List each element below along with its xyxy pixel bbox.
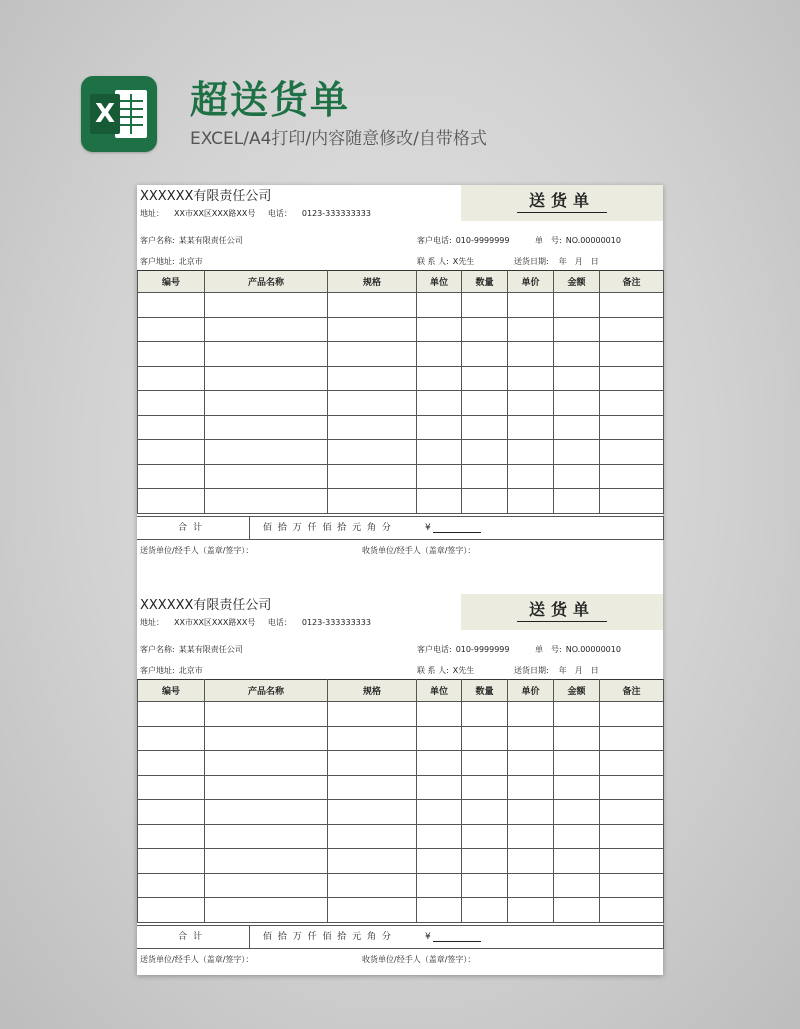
currency-symbol: ¥	[425, 523, 431, 533]
column-header: 金额	[554, 271, 600, 293]
column-header: 产品名称	[205, 271, 328, 293]
column-header: 备注	[600, 271, 664, 293]
column-header: 编号	[138, 271, 205, 293]
order-no-label: 单 号:	[535, 236, 562, 245]
customer-phone-value: 010-9999999	[455, 236, 510, 245]
table-row	[138, 391, 664, 416]
column-header: 产品名称	[205, 680, 328, 702]
excel-x-letter: X	[90, 94, 120, 134]
customer-address-field	[140, 256, 203, 267]
customer-phone-label: 客户电话:	[417, 645, 452, 654]
table-row	[138, 702, 664, 727]
column-header: 规格	[328, 271, 417, 293]
customer-address-value: 北京市	[178, 666, 203, 675]
table-row	[138, 800, 664, 825]
customer-name-field	[140, 235, 243, 246]
customer-name-field	[140, 644, 243, 655]
customer-name-label: 客户名称:	[140, 236, 175, 245]
doc-title-box	[461, 185, 663, 221]
table-row	[138, 726, 664, 751]
customer-name-value: 某某有限责任公司	[178, 236, 243, 245]
customer-address-label: 客户地址:	[140, 666, 175, 675]
column-header: 单位	[417, 680, 462, 702]
page-title: 超送货单	[190, 78, 351, 122]
company-name: XXXXXX有限责任公司	[140, 598, 272, 613]
table-row	[138, 366, 664, 391]
currency-symbol: ¥	[425, 932, 431, 942]
table-row	[138, 440, 664, 465]
order-no-label: 单 号:	[535, 645, 562, 654]
table-row	[138, 342, 664, 367]
order-no-value: NO.00000010	[565, 645, 621, 654]
column-header: 备注	[600, 680, 664, 702]
table-row	[138, 751, 664, 776]
total-label: 合计	[137, 517, 250, 539]
phone-value: 0123-333333333	[301, 209, 371, 218]
document-paper	[137, 185, 663, 975]
table-header-row	[138, 271, 664, 293]
total-row	[137, 925, 664, 949]
doc-title-box	[461, 594, 663, 630]
column-header: 单位	[417, 271, 462, 293]
column-header: 单价	[508, 271, 554, 293]
items-table	[137, 270, 664, 514]
contact-field	[417, 256, 474, 267]
customer-phone-field	[417, 644, 510, 655]
table-row	[138, 873, 664, 898]
total-label: 合计	[137, 926, 250, 948]
amount-blank-line	[433, 941, 481, 942]
receiver-signature: 收货单位/经手人（盖章/签字）：	[362, 546, 476, 555]
table-row	[138, 489, 664, 514]
table-row	[138, 849, 664, 874]
delivery-slip	[137, 185, 663, 565]
table-row	[138, 775, 664, 800]
customer-phone-label: 客户电话:	[417, 236, 452, 245]
page-header	[0, 0, 800, 175]
doc-title: 送货单	[517, 190, 607, 213]
table-row	[138, 293, 664, 318]
sender-signature: 送货单位/经手人（盖章/签字）：	[140, 955, 254, 964]
order-no-field	[535, 235, 621, 246]
column-header: 金额	[554, 680, 600, 702]
customer-phone-value: 010-9999999	[455, 645, 510, 654]
table-row	[138, 898, 664, 923]
items-table	[137, 679, 664, 923]
table-row	[138, 415, 664, 440]
amount-blank-line	[433, 532, 481, 533]
delivery-date-value: 年 月 日	[558, 257, 599, 266]
customer-name-label: 客户名称:	[140, 645, 175, 654]
order-no-field	[535, 644, 621, 655]
table-row	[138, 464, 664, 489]
address-value: XX市XX区XXX路XX号	[174, 209, 256, 218]
contact-value: X先生	[452, 666, 475, 675]
phone-label: 电话：	[267, 618, 292, 627]
column-header: 数量	[462, 680, 508, 702]
excel-icon	[81, 76, 157, 152]
table-header-row	[138, 680, 664, 702]
company-name: XXXXXX有限责任公司	[140, 189, 272, 204]
delivery-date-field	[514, 256, 599, 267]
company-address-line	[140, 208, 371, 219]
doc-title: 送货单	[517, 599, 607, 622]
delivery-date-field	[514, 665, 599, 676]
column-header: 编号	[138, 680, 205, 702]
customer-address-value: 北京市	[178, 257, 203, 266]
customer-address-field	[140, 665, 203, 676]
receiver-signature: 收货单位/经手人（盖章/签字）：	[362, 955, 476, 964]
delivery-date-label: 送货日期:	[514, 257, 549, 266]
total-row	[137, 516, 664, 540]
customer-address-label: 客户地址:	[140, 257, 175, 266]
page-subtitle: EXCEL/A4打印/内容随意修改/自带格式	[190, 129, 487, 149]
customer-name-value: 某某有限责任公司	[178, 645, 243, 654]
sender-signature: 送货单位/经手人（盖章/签字）：	[140, 546, 254, 555]
amount-units: 佰 拾 万 仟 佰 拾 元 角 分	[263, 523, 391, 533]
amount-units: 佰 拾 万 仟 佰 拾 元 角 分	[263, 932, 391, 942]
address-value: XX市XX区XXX路XX号	[174, 618, 256, 627]
order-no-value: NO.00000010	[565, 236, 621, 245]
contact-field	[417, 665, 474, 676]
address-label: 地址：	[140, 209, 164, 218]
contact-value: X先生	[452, 257, 475, 266]
delivery-slip	[137, 594, 663, 974]
customer-phone-field	[417, 235, 510, 246]
column-header: 数量	[462, 271, 508, 293]
table-row	[138, 824, 664, 849]
table-row	[138, 317, 664, 342]
delivery-date-label: 送货日期:	[514, 666, 549, 675]
contact-label: 联 系 人:	[417, 666, 449, 675]
column-header: 规格	[328, 680, 417, 702]
company-address-line	[140, 617, 371, 628]
contact-label: 联 系 人:	[417, 257, 449, 266]
phone-label: 电话：	[267, 209, 292, 218]
phone-value: 0123-333333333	[301, 618, 371, 627]
delivery-date-value: 年 月 日	[558, 666, 599, 675]
column-header: 单价	[508, 680, 554, 702]
address-label: 地址：	[140, 618, 164, 627]
